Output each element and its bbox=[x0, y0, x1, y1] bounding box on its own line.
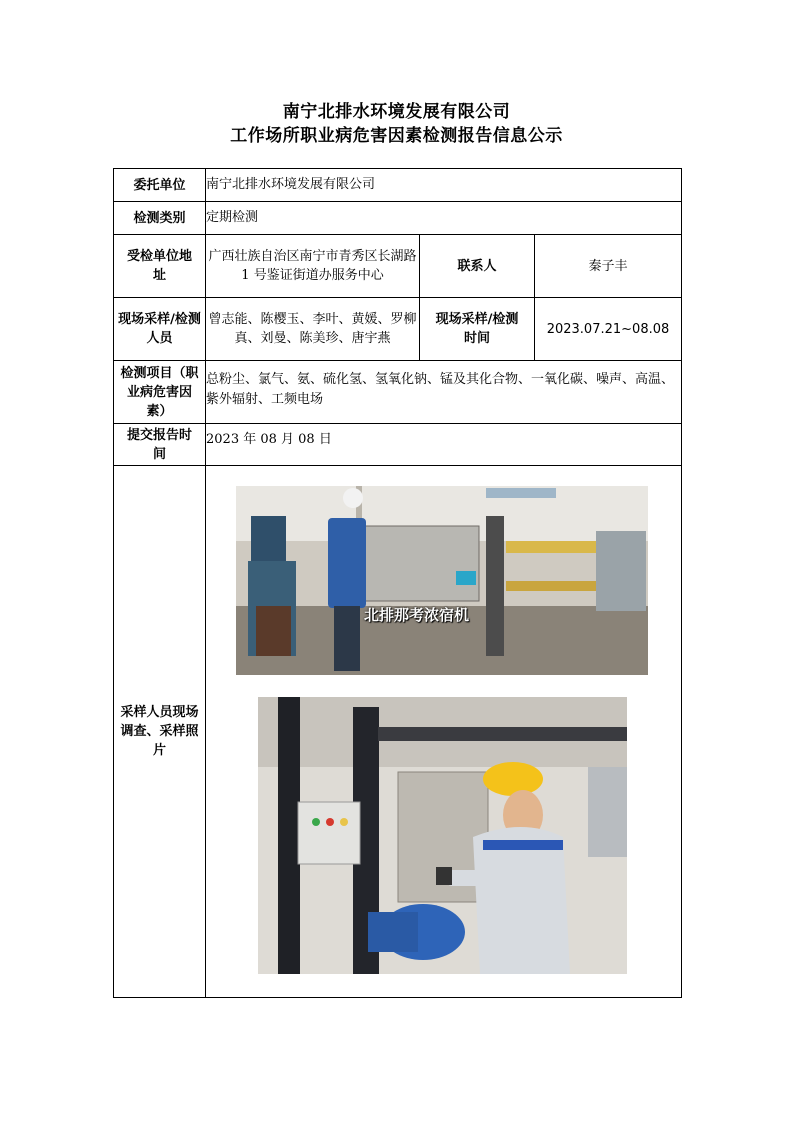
items-label: 检测项目（职业病危害因素） bbox=[114, 361, 206, 424]
type-label: 检测类别 bbox=[114, 202, 206, 235]
site-photo-1 bbox=[236, 486, 648, 675]
client-value: 南宁北排水环境发展有限公司 bbox=[206, 169, 682, 202]
address-label: 受检单位地址 bbox=[114, 235, 206, 298]
contact-value: 秦子丰 bbox=[535, 235, 682, 298]
submit-label: 提交报告时间 bbox=[114, 424, 206, 466]
photos-cell bbox=[206, 466, 682, 998]
items-value: 总粉尘、氯气、氨、硫化氢、氢氧化钠、锰及其化合物、一氧化碳、噪声、高温、紫外辐射、工频电场 bbox=[206, 361, 682, 424]
client-label: 委托单位 bbox=[114, 169, 206, 202]
staff-label: 现场采样/检测人员 bbox=[114, 298, 206, 361]
report-title: 工作场所职业病危害因素检测报告信息公示 bbox=[230, 126, 563, 146]
type-value: 定期检测 bbox=[206, 202, 682, 235]
contact-label: 联系人 bbox=[420, 235, 535, 298]
time-label: 现场采样/检测时间 bbox=[420, 298, 535, 361]
address-value: 广西壮族自治区南宁市青秀区长湖路 1 号鉴证街道办服务中心 bbox=[206, 235, 420, 298]
info-table bbox=[113, 168, 682, 998]
photo-caption: 北排那考浓宿机 bbox=[364, 606, 470, 624]
photos-label: 采样人员现场调查、采样照片 bbox=[114, 466, 206, 998]
site-photo-2 bbox=[258, 697, 627, 974]
submit-value: 2023 年 08 月 08 日 bbox=[206, 424, 682, 466]
staff-value: 曾志能、陈樱玉、李叶、黄媛、罗柳真、刘曼、陈美珍、唐宇燕 bbox=[206, 298, 420, 361]
company-title: 南宁北排水环境发展有限公司 bbox=[282, 102, 511, 122]
time-value: 2023.07.21~08.08 bbox=[535, 298, 682, 361]
